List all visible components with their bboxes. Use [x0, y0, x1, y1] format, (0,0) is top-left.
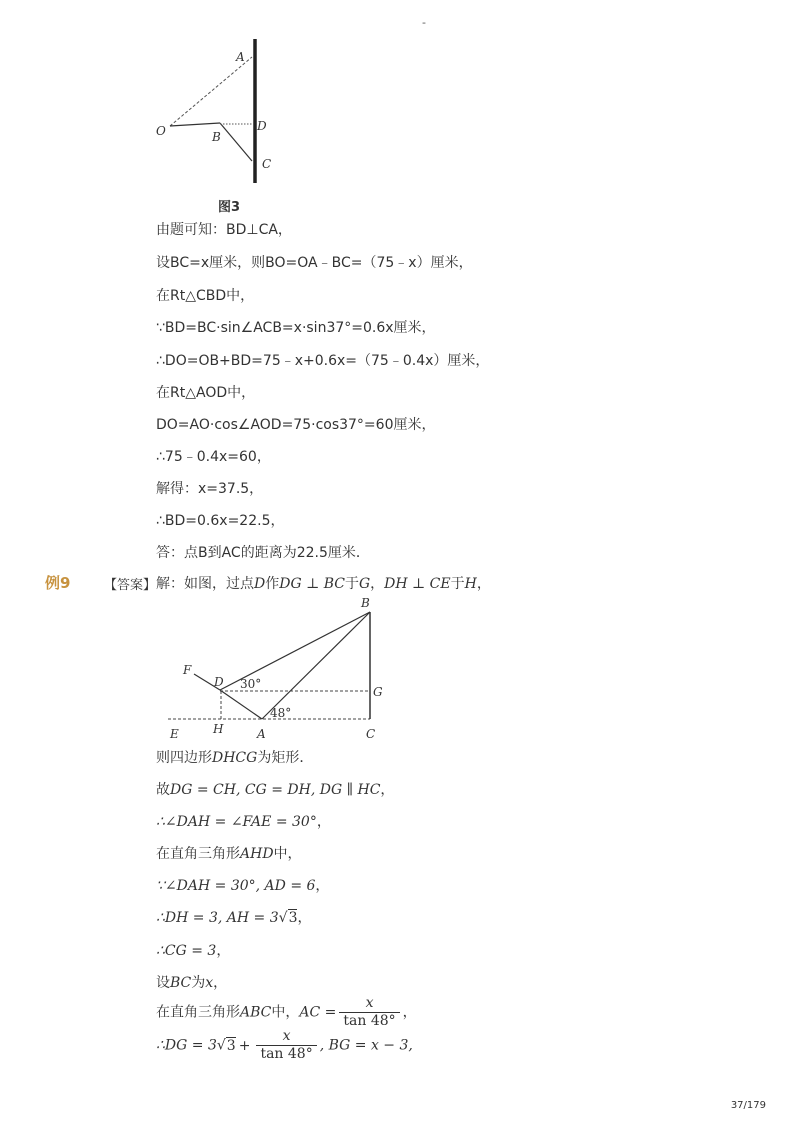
- example-9-line-5: [156, 875, 329, 895]
- figure-3-caption: 图3: [218, 200, 241, 215]
- l9-text-b: 中，: [271, 1004, 300, 1021]
- l1-text-b: 为矩形．: [257, 750, 314, 766]
- line-OB: [170, 123, 220, 126]
- sqrt-symbol: √: [278, 910, 288, 926]
- line-AB: [262, 612, 370, 719]
- intro-text-3: 于: [344, 576, 359, 592]
- l1-math: DHCG: [212, 750, 258, 766]
- solution-line-11: 答：点B到AC的距离为22.5厘米．: [156, 545, 370, 561]
- l2-text-a: 故: [156, 782, 170, 798]
- l8-text-c: ，: [213, 975, 228, 991]
- example-9-diagram: [150, 592, 400, 742]
- label-B: B: [212, 130, 221, 144]
- label-C: C: [262, 157, 272, 171]
- l10-plus: +: [238, 1037, 251, 1054]
- l8-math-2: x: [205, 975, 214, 991]
- label-B: B: [361, 596, 370, 610]
- label-E: E: [170, 727, 179, 741]
- l9-fraction-denominator: tan 48°: [343, 1013, 396, 1029]
- solution-line-7: DO=AO·cos∠AOD=75·cos37°=60厘米，: [156, 417, 436, 433]
- intro-text-1: 解：如图，过点: [156, 576, 254, 592]
- solution-line-1: 由题可知：BD⊥CA，: [156, 222, 292, 238]
- example-9-line-1: [156, 747, 313, 767]
- l3-math: ∴∠DAH = ∠FAE = 30°: [156, 814, 317, 830]
- l10-fraction-denominator: tan 48°: [260, 1046, 313, 1062]
- intro-text-6: ，: [476, 576, 491, 592]
- l10-fraction-numerator: x: [256, 1028, 316, 1046]
- solution-line-6: 在Rt△AOD中，: [156, 385, 256, 401]
- figure-3-diagram: [150, 35, 280, 185]
- intro-point-G: G: [358, 576, 371, 592]
- l4-text-a: 在直角三角形: [156, 846, 240, 862]
- intro-DH-perp-CE: DH ⊥ CE: [384, 576, 451, 592]
- label-G: G: [373, 685, 383, 699]
- l8-math-1: BC: [170, 975, 192, 991]
- label-D: D: [257, 119, 267, 133]
- l9-math-2: AC =: [299, 1004, 337, 1021]
- example-9-line-6: [156, 907, 311, 927]
- intro-DG-perp-BC: DG ⊥ BC: [279, 576, 345, 592]
- line-OA-dashed: [170, 57, 252, 126]
- l10-sqrt-radicand: 3: [226, 1037, 236, 1054]
- example-9-line-3: [156, 811, 331, 831]
- l10-math-c: , BG = x − 3,: [319, 1037, 413, 1054]
- l9-fraction-numerator: x: [339, 995, 399, 1013]
- l7-math: ∴CG = 3: [156, 943, 217, 959]
- line-BC: [220, 123, 252, 161]
- l9-text-c: ，: [402, 1004, 417, 1021]
- example-9-line-9: [156, 995, 417, 1030]
- l5-text-b: ，: [315, 878, 330, 894]
- intro-point-D: D: [254, 576, 266, 592]
- l4-text-b: 中，: [273, 846, 302, 862]
- intro-text-4: ，: [370, 576, 385, 592]
- l9-math: ABC: [240, 1004, 272, 1021]
- solution-line-2: 设BC=x厘米，则BO=OA﹣BC=（75﹣x）厘米，: [156, 255, 473, 271]
- label-H: H: [213, 722, 224, 736]
- l3-text-b: ，: [316, 814, 331, 830]
- example-9-line-10: [156, 1028, 413, 1063]
- l6-text-b: ，: [297, 910, 312, 926]
- l2-math: DG = CH, CG = DH, DG ∥ HC: [170, 782, 381, 798]
- example-9-label: 例9: [45, 574, 71, 592]
- l6-sqrt-radicand: 3: [288, 910, 298, 926]
- intro-point-H: H: [464, 576, 477, 592]
- top-mark: -: [422, 16, 426, 29]
- l9-fraction: [339, 995, 399, 1030]
- example-9-intro: [156, 573, 491, 593]
- line-DA: [220, 690, 262, 719]
- l7-text-b: ，: [216, 943, 231, 959]
- label-D: D: [214, 675, 224, 689]
- l1-text-a: 则四边形: [156, 750, 212, 766]
- solution-line-9: 解得：x=37.5，: [156, 481, 264, 497]
- solution-line-4: ∵BD=BC·sin∠ACB=x·sin37°=0.6x厘米，: [156, 320, 436, 336]
- label-A: A: [236, 50, 245, 64]
- example-9-line-2: [156, 779, 394, 799]
- l5-math: ∵∠DAH = 30°, AD = 6: [156, 878, 316, 894]
- example-9-line-7: [156, 940, 230, 960]
- example-9-line-4: [156, 843, 302, 863]
- sqrt-symbol-2: √: [216, 1037, 226, 1054]
- l6-math: ∴DH = 3, AH = 3: [156, 910, 279, 926]
- l4-math: AHD: [240, 846, 274, 862]
- angle-30-label: 30°: [240, 677, 262, 691]
- intro-text-5: 于: [450, 576, 465, 592]
- l2-text-b: ，: [380, 782, 395, 798]
- example-9-line-8: [156, 972, 227, 992]
- label-A: A: [257, 727, 266, 741]
- l9-text-a: 在直角三角形: [156, 1004, 240, 1021]
- intro-text-2: 作: [265, 576, 280, 592]
- solution-line-8: ∴75﹣0.4x=60，: [156, 449, 271, 465]
- page-number: 37/179: [730, 1100, 766, 1111]
- l10-fraction: [256, 1028, 316, 1063]
- answer-tag: 【答案】: [104, 578, 157, 593]
- l8-text-b: 为: [191, 975, 206, 991]
- label-C: C: [366, 727, 376, 741]
- solution-line-5: ∴DO=OB+BD=75﹣x+0.6x=（75﹣0.4x）厘米，: [156, 353, 490, 369]
- label-O: O: [156, 124, 166, 138]
- angle-48-label: 48°: [270, 706, 292, 720]
- l10-math-a: ∴DG = 3: [156, 1037, 217, 1054]
- label-F: F: [183, 663, 192, 677]
- solution-line-10: ∴BD=0.6x=22.5，: [156, 513, 285, 529]
- solution-line-3: 在Rt△CBD中，: [156, 288, 255, 304]
- l8-text-a: 设: [156, 975, 170, 991]
